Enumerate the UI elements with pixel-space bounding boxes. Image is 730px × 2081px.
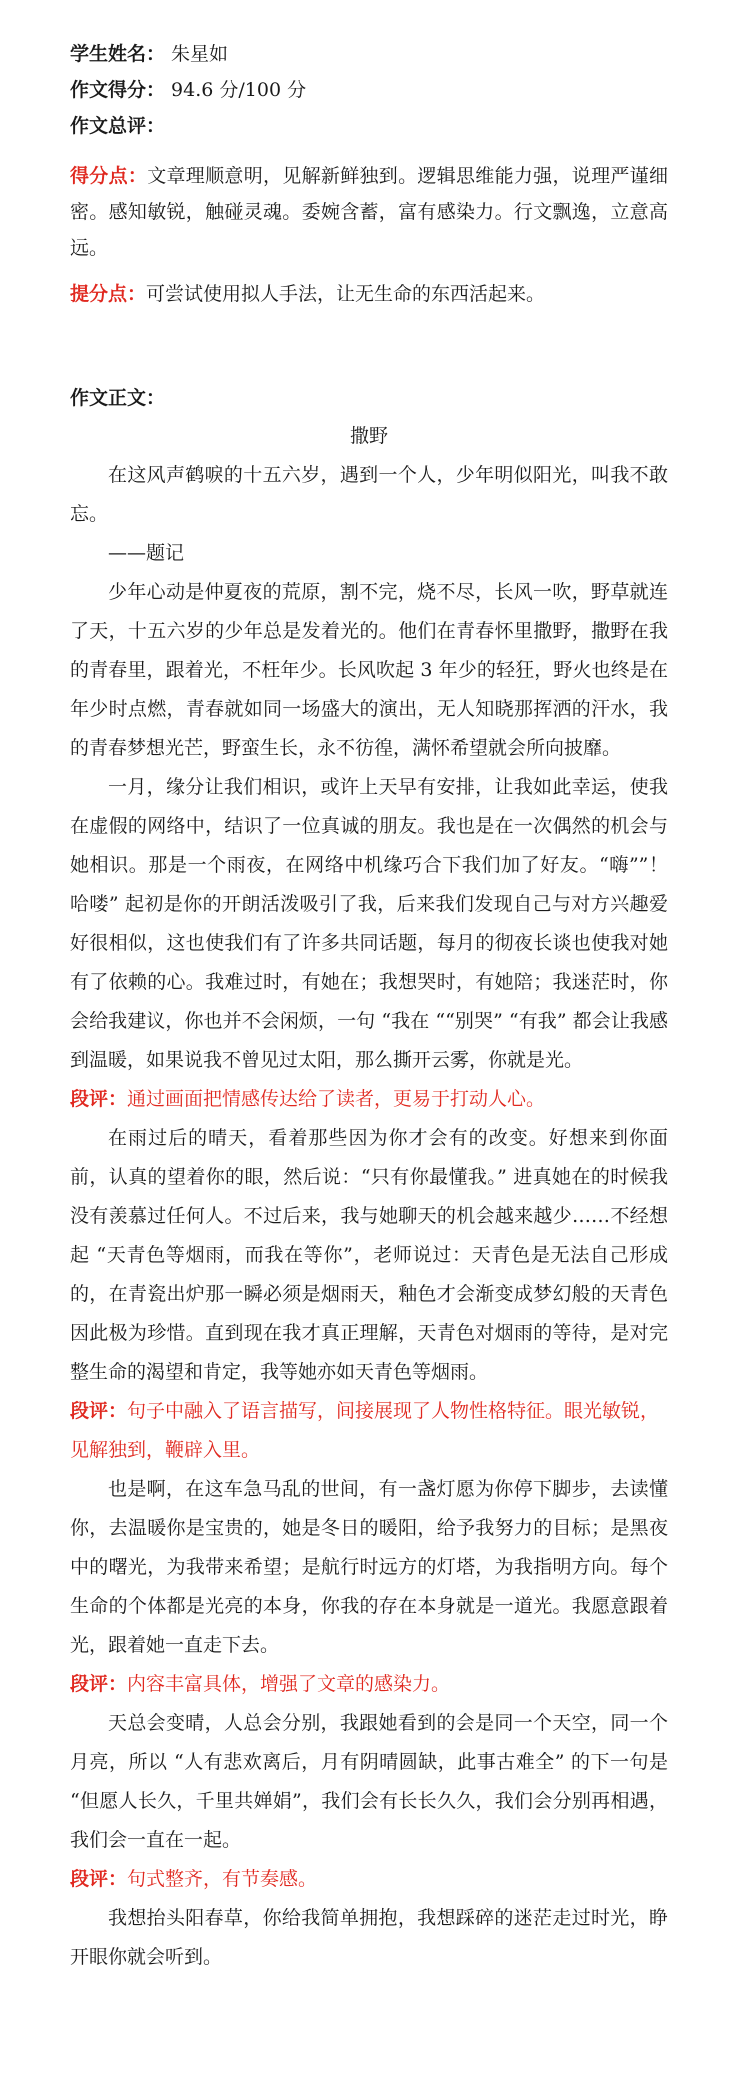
comment-text: 内容丰富具体，增强了文章的感染力。 — [127, 1673, 451, 1695]
essay-paragraph-6: 我想抬头阳春草，你给我简单拥抱，我想踩碎的迷茫走过时光，睁开眼你就会听到。 — [70, 1907, 668, 1968]
comment-label: 段评： — [70, 1400, 128, 1422]
comment-label: 段评： — [70, 1673, 128, 1695]
comment-text: 句式整齐，有节奏感。 — [127, 1868, 318, 1890]
student-name: 朱星如 — [171, 43, 229, 65]
essay-epigraph: 在这风声鹤唳的十五六岁，遇到一个人，少年明似阳光，叫我不敢忘。 — [70, 464, 668, 525]
score-row — [70, 72, 668, 108]
comment-label: 段评： — [70, 1868, 128, 1890]
paragraph-comment-1 — [70, 1080, 668, 1119]
essay-paragraph-4: 也是啊，在这车急马乱的世间，有一盏灯愿为你停下脚步，去读懂你，去温暖你是宝贵的，她是冬日的暖阳，给予我努力的目标；是黑夜中的曙光，为我带来希望；是航行时远方的灯塔，为我指明方向。每个生命的个体都是光亮的本身，你我的存在本身就是一道光。我愿意跟着光，跟着她一直走下去。 — [70, 1478, 668, 1656]
score-label: 作文得分： — [70, 79, 166, 101]
essay-paragraph-5: 天总会变晴，人总会分别，我跟她看到的会是同一个天空，同一个月亮，所以 “人有悲欢离后，月有阴晴圆缺，此事古难全” 的下一句是 “但愿人长久，千里共婵娟”，我们会有长长久久，我们会分别再相遇，我们会一直在一起。 — [70, 1712, 668, 1851]
improve-block — [70, 276, 668, 312]
essay-epigraph-note: ——题记 — [108, 542, 185, 564]
strengths-label: 得分点： — [70, 165, 148, 187]
essay-paragraph-3: 在雨过后的晴天，看着那些因为你才会有的改变。好想来到你面前，认真的望着你的眼，然后说：“只有你最懂我。” 进真她在的时候我没有羡慕过任何人。不过后来，我与她聊天的机会越来越少……不经想起 “天青色等烟雨，而我在等你”，老师说过：天青色是无法自己形成的，在青瓷出炉那一瞬必须是烟雨天，釉色才会渐变成梦幻般的天青色因此极为珍惜。直到现在我才真正理解，天青色对烟雨的等待，是对完整生命的渴望和肯定，我等她亦如天青色等烟雨。 — [70, 1127, 668, 1383]
essay-heading: 作文正文： — [70, 387, 166, 409]
essay-title: 撒野 — [349, 425, 388, 447]
strengths-block — [70, 158, 668, 266]
comment-text: 通过画面把情感传达给了读者，更易于打动人心。 — [127, 1088, 546, 1110]
comment-text: 句子中融入了语言描写，间接展现了人物性格特征。眼光敏锐，见解独到，鞭辟入里。 — [70, 1400, 660, 1461]
improve-text: 可尝试使用拟人手法，让无生命的东西活起来。 — [146, 283, 546, 305]
review-label: 作文总评： — [70, 115, 166, 137]
student-name-label: 学生姓名： — [70, 43, 166, 65]
essay-paragraph-1: 少年心动是仲夏夜的荒原，割不完，烧不尽，长风一吹，野草就连了天，十五六岁的少年总是发着光的。他们在青春怀里撒野，撒野在我的青春里，跟着光，不枉年少。长风吹起 3 年少的轻狂，野火也终是在年少时点燃，青春就如同一场盛大的演出，无人知晓那挥洒的汗水，我的青春梦想光芒，野蛮生长，永不彷徨，满怀希望就会所向披靡。 — [70, 581, 668, 759]
strengths-text: 文章理顺意明，见解新鲜独到。逻辑思维能力强，说理严谨细密。感知敏锐，触碰灵魂。委婉含蓄，富有感染力。行文飘逸，立意高远。 — [70, 165, 668, 259]
score-value: 94.6 分/100 分 — [171, 79, 307, 101]
review-heading — [70, 108, 668, 144]
paragraph-comment-3 — [70, 1665, 668, 1704]
student-name-row — [70, 36, 668, 72]
essay-paragraph-2: 一月，缘分让我们相识，或许上天早有安排，让我如此幸运，使我在虚假的网络中，结识了一位真诚的朋友。我也是在一次偶然的机会与她相识。那是一个雨夜，在网络中机缘巧合下我们加了好友。“嗨””！哈喽” 起初是你的开朗活泼吸引了我，后来我们发现自己与对方兴趣爱好很相似，这也使我们有了许多共同话题，每月的彻夜长谈也使我对她有了依赖的心。我难过时，有她在；我想哭时，有她陪；我迷茫时，你会给我建议，你也并不会闲烦，一句 “我在 ““别哭” “有我” 都会让我感到温暖，如果说我不曾见过太阳，那么撕开云雾，你就是光。 — [70, 776, 668, 1071]
paragraph-comment-4 — [70, 1860, 668, 1899]
comment-label: 段评： — [70, 1088, 128, 1110]
paragraph-comment-2 — [70, 1392, 668, 1470]
improve-label: 提分点： — [70, 283, 147, 305]
